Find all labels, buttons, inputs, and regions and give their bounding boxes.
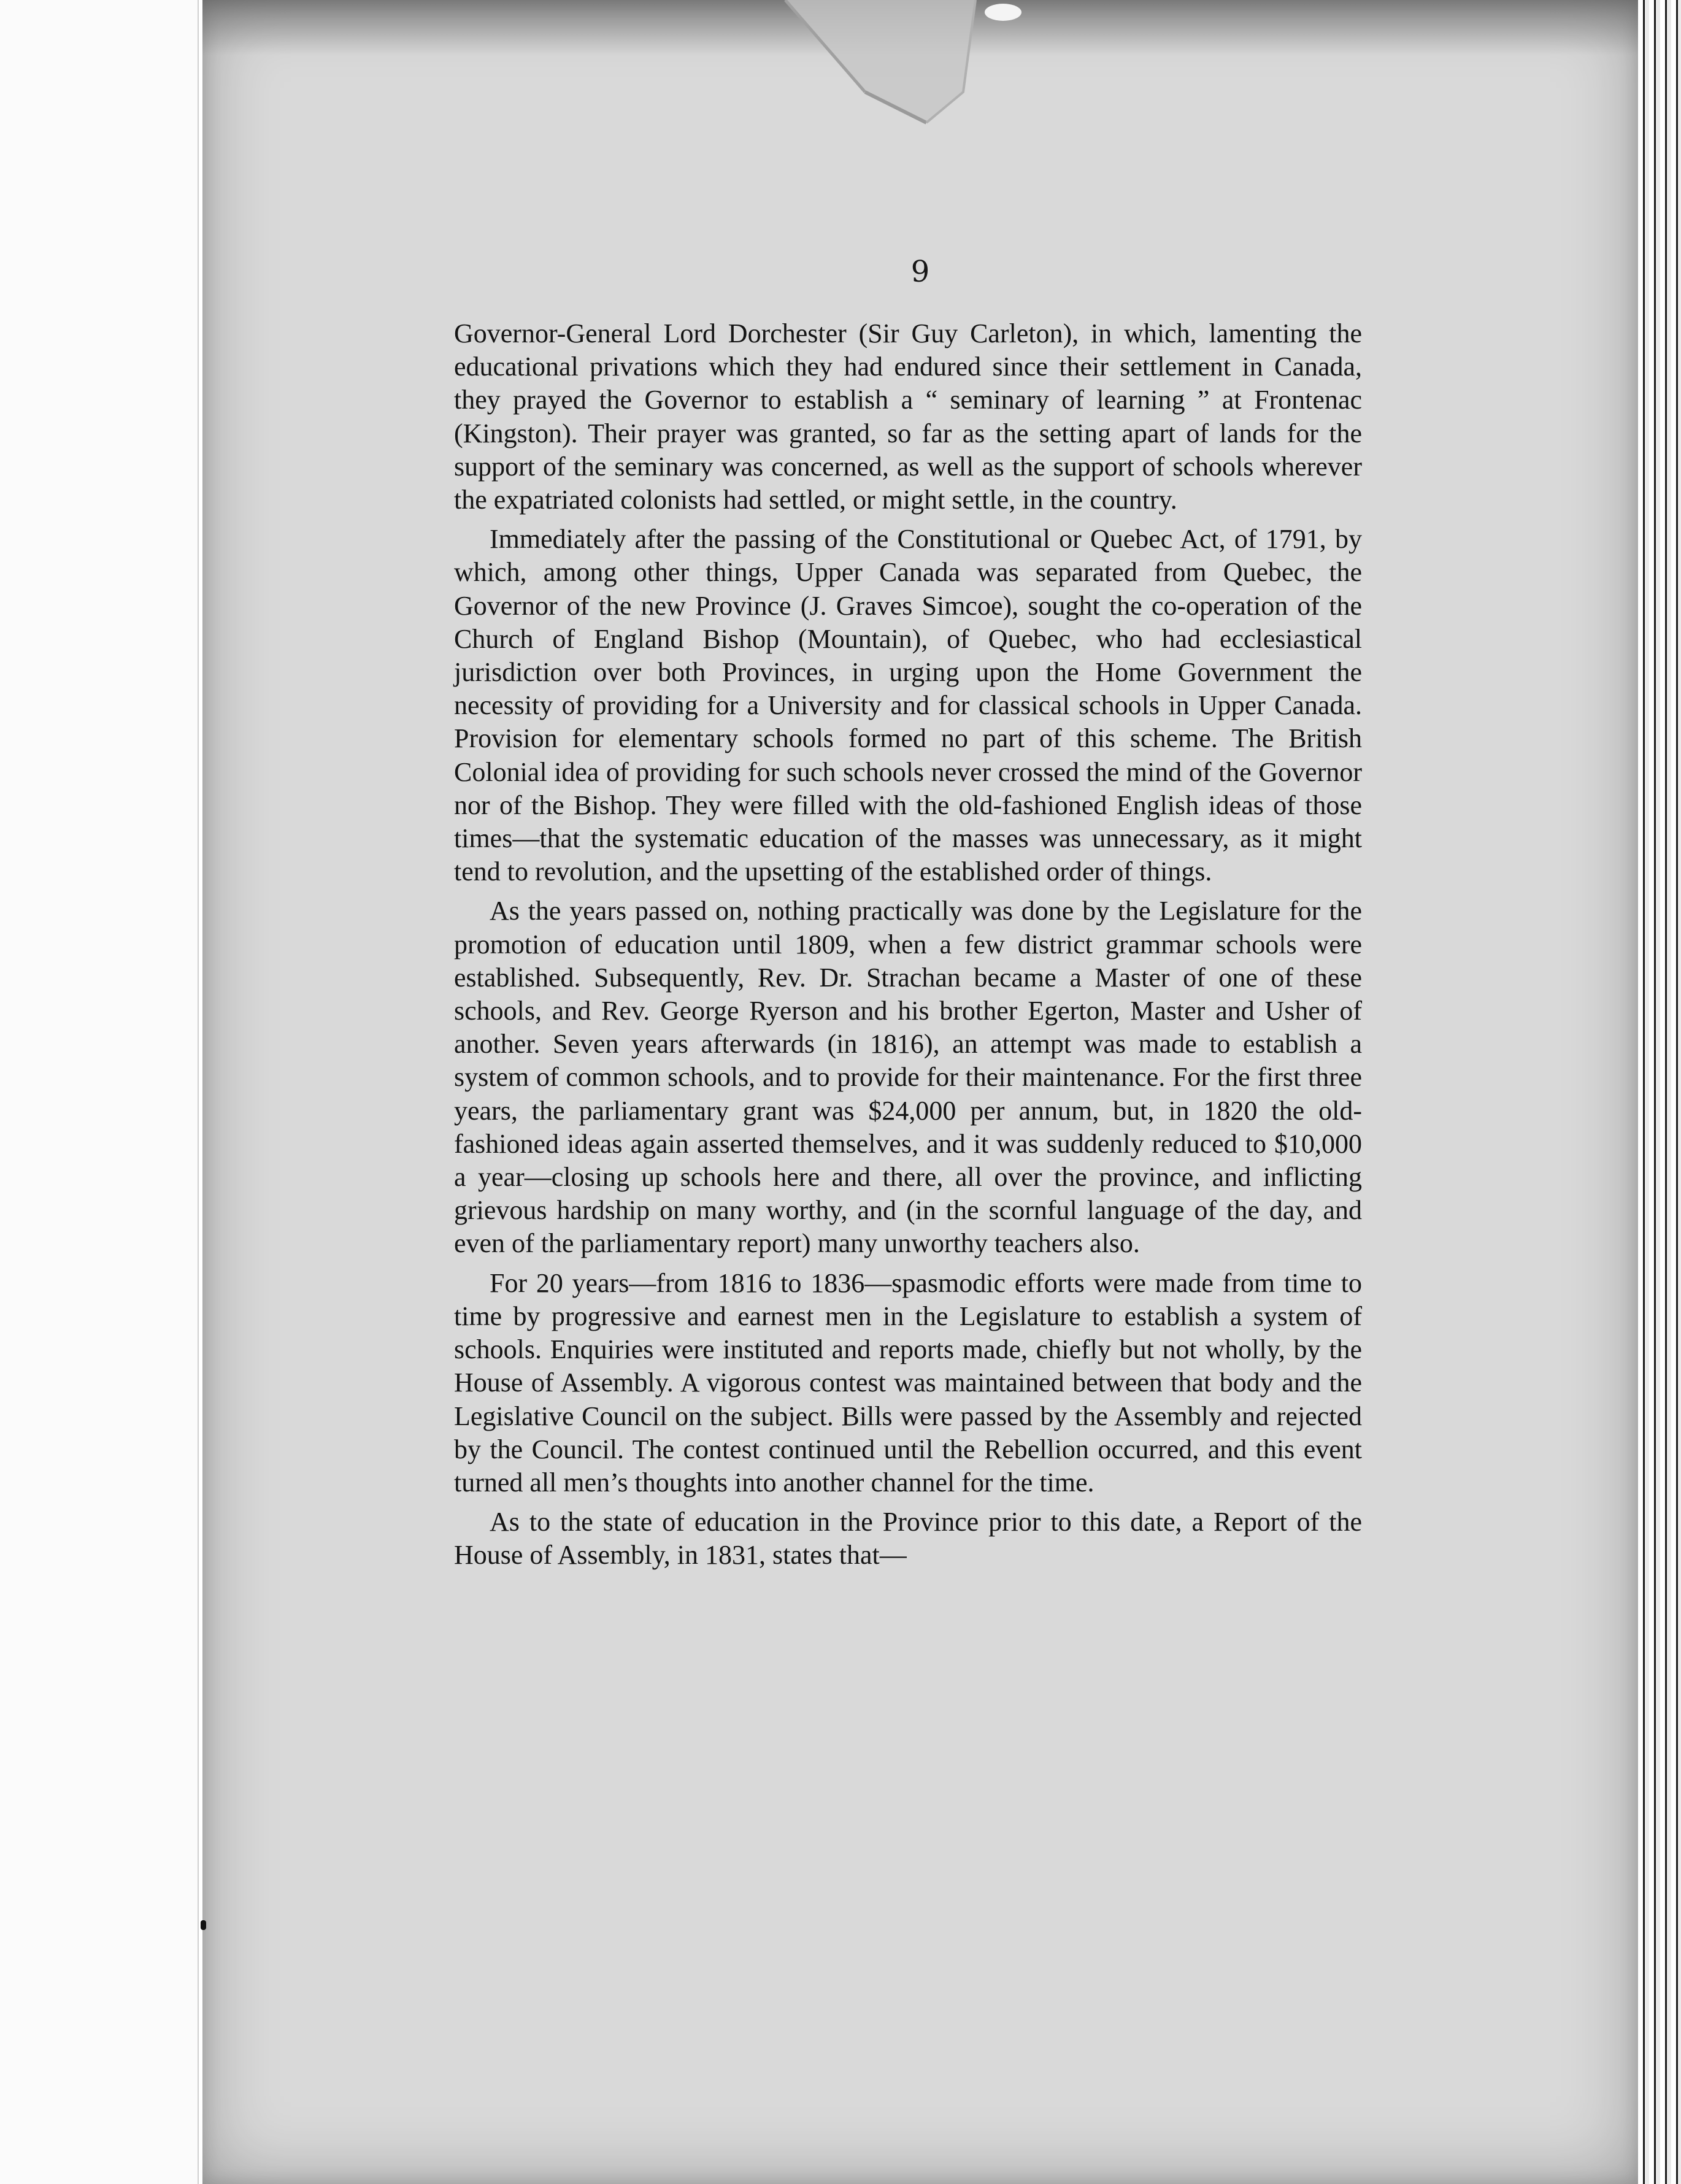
stacked-page-edges xyxy=(1638,0,1681,2184)
paragraph: As to the state of education in the Province prior to this date, a Report of the House of Assembly, in 1831, states that— xyxy=(454,1507,1362,1571)
paragraph: Immediately after the passing of the Constitutional or Quebec Act, of 1791, by which, among other things, Upper Canada was separated from Quebec, the Governor of the new Province (J. Graves Simcoe), sought the co-operation of the Church of England Bishop (Mountain), of Quebec, who had ecclesiastical jurisdiction over both Provinces, in urging upon the Home Government the necessity of providing for a University and for classical schools in Upper Canada. Provision for elementary schools formed no part of this scheme. The British Colonial idea of providing for such schools never crossed the mind of the Governor nor of the Bishop. They were filled with the old-fashioned English ideas of those times—that the systematic education of the masses was unnecessary, as it might tend to revolution, and the upsetting of the established order of things. xyxy=(454,524,1362,887)
paragraph: As the years passed on, nothing practically was done by the Legislature for the promotion of education until 1809, when a few district grammar schools were established. Subsequently, Rev. Dr. Strachan became a Master of one of these schools, and Rev. George Ryerson and his brother Egerton, Master and Usher of another. Seven years afterwards (in 1816), an attempt was made to establish a system of common schools, and to provide for their maintenance. For the first three years, the parliamentary grant was $24,000 per annum, but, in 1820 the old-fashioned ideas again asserted themselves, and it was suddenly reduced to $10,000 a year—closing up schools here and there, all over the province, and inflicting grievous hardship on many worthy, and (in the scornful language of the day, and even of the parliamentary report) many unworthy teachers also. xyxy=(454,896,1362,1259)
binding-hole-mark xyxy=(201,1920,206,1930)
paper-fold-mark xyxy=(773,0,1080,160)
page-number: 9 xyxy=(910,255,930,289)
paragraph-continuation: Governor-General Lord Dorchester (Sir Guy Carleton), in which, lamenting the educational privations which they had endured since their settlement in Canada, they prayed the Governor to establish a “ seminary of learning ” at Frontenac (Kingston). Their prayer was granted, so far as the setting apart of lands for the support of the seminary was concerned, as well as the support of schools wherever the expatriated colonists had settled, or might settle, in the country. xyxy=(454,318,1362,515)
paragraph: For 20 years—from 1816 to 1836—spasmodic efforts were made from time to time by progressive and earnest men in the Legislature to establish a system of schools. Enquiries were instituted and reports made, chiefly but not wholly, by the House of Assembly. A vigorous contest was maintained between that body and the Legislative Council on the subject. Bills were passed by the Assembly and rejected by the Council. The contest continued until the Rebellion occurred, and this event turned all men’s thoughts into another channel for the time. xyxy=(454,1267,1362,1498)
scan-left-margin xyxy=(0,0,199,2184)
book-page xyxy=(202,0,1638,2184)
body-text xyxy=(454,317,1362,1572)
